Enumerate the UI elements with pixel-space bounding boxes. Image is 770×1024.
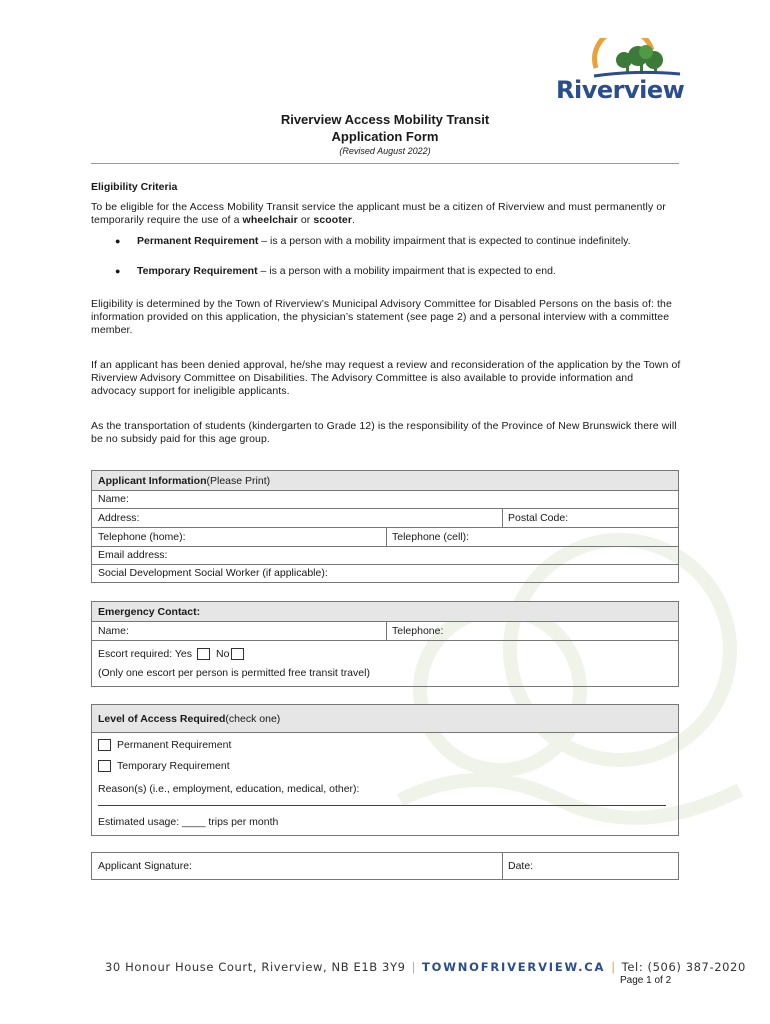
applicant-telephone-home-field[interactable]: Telephone (home): [98, 530, 186, 543]
riverview-logo [554, 38, 684, 106]
applicant-telephone-cell-field[interactable]: Telephone (cell): [392, 530, 470, 543]
eligibility-paragraph-1: Eligibility is determined by the Town of Riverview’s Municipal Advisory Committee for Disabled Persons on the basis of: the information provided on this application, the physician’s statement (see page 2) and a personal interview with a committee member. [91, 298, 672, 336]
escort-no-checkbox[interactable] [231, 648, 244, 660]
estimated-usage-field[interactable]: Estimated usage: ____ trips per month [98, 816, 279, 828]
level-of-access-table [91, 704, 679, 836]
reasons-underline [98, 805, 666, 806]
emergency-telephone-field[interactable]: Telephone: [392, 624, 444, 637]
applicant-address-field[interactable]: Address: [98, 511, 140, 524]
bullet-permanent: Permanent Requirement – is a person with a mobility impairment that is expected to continue indefinitely. [137, 235, 631, 247]
eligibility-paragraph-2: If an applicant has been denied approval, he/she may request a review and reconsideration of the application by the Town of Riverview Advisory Committee on Disabilities. The Advisory Committee is also available to provide information and advocacy support for ineligible applicants. [91, 359, 681, 397]
eligibility-heading: Eligibility Criteria [91, 181, 178, 193]
applicant-postal-code-field[interactable]: Postal Code: [508, 511, 569, 524]
form-title-line2: Application Form [331, 129, 439, 144]
applicant-email-field[interactable]: Email address: [98, 549, 168, 561]
emergency-name-field[interactable]: Name: [98, 624, 129, 637]
temporary-checkbox[interactable] [98, 760, 111, 772]
footer-contact: 30 Honour House Court, Riverview, NB E1B 3Y9 | TOWNOFRIVERVIEW.CA | Tel: (506) 387-2020 [105, 960, 746, 974]
escort-note: (Only one escort per person is permitted free transit travel) [98, 667, 370, 679]
page-number: Page 1 of 2 [620, 975, 672, 986]
emergency-contact-table [91, 601, 679, 687]
emergency-header: Emergency Contact: [92, 602, 678, 621]
eligibility-paragraph-3: As the transportation of students (kindergarten to Grade 12) is the responsibility of the Province of New Brunswick there will be no subsidy paid for this age group. [91, 420, 677, 445]
eligibility-intro: To be eligible for the Access Mobility Transit service the applicant must be a citizen of Riverview and must permanently or temporarily require the use of a wheelchair or scooter. [91, 201, 666, 226]
applicant-name-field[interactable]: Name: [98, 493, 129, 505]
signature-date-field[interactable]: Date: [508, 860, 534, 872]
applicant-header: Applicant Information (Please Print) [92, 471, 678, 490]
escort-yes-checkbox[interactable] [197, 648, 210, 660]
bullet-temporary: Temporary Requirement – is a person with a mobility impairment that is expected to end. [137, 265, 556, 277]
wheelchair-term: wheelchair [242, 214, 298, 226]
applicant-information-table [91, 470, 679, 583]
permanent-requirement-option[interactable]: Permanent Requirement [92, 736, 678, 754]
logo-text: Riverview [556, 76, 685, 104]
footer-address: 30 Honour House Court, Riverview, NB E1B 3Y9 [105, 960, 406, 974]
applicant-social-worker-field[interactable]: Social Development Social Worker (if applicable): [98, 567, 328, 579]
reasons-field[interactable]: Reason(s) (i.e., employment, education, medical, other): [98, 783, 360, 795]
signature-table [91, 852, 679, 880]
permanent-checkbox[interactable] [98, 739, 111, 751]
escort-required-row [92, 644, 678, 663]
form-title-line1: Riverview Access Mobility Transit [280, 112, 490, 127]
scooter-term: scooter [313, 214, 353, 226]
bullet-icon: ● [115, 266, 121, 276]
escort-no-label: No [215, 647, 230, 660]
access-header: Level of Access Required (check one) [92, 705, 678, 732]
applicant-signature-field[interactable]: Applicant Signature: [98, 860, 192, 872]
footer-website-link[interactable]: TOWNOFRIVERVIEW.CA [421, 960, 606, 974]
bullet-icon: ● [115, 236, 121, 246]
escort-label: Escort required: Yes [98, 647, 192, 660]
header-divider [91, 163, 679, 164]
revised-date: (Revised August 2022) [339, 146, 431, 156]
footer-phone: Tel: (506) 387-2020 [621, 960, 746, 974]
temporary-requirement-option[interactable]: Temporary Requirement [92, 757, 678, 775]
